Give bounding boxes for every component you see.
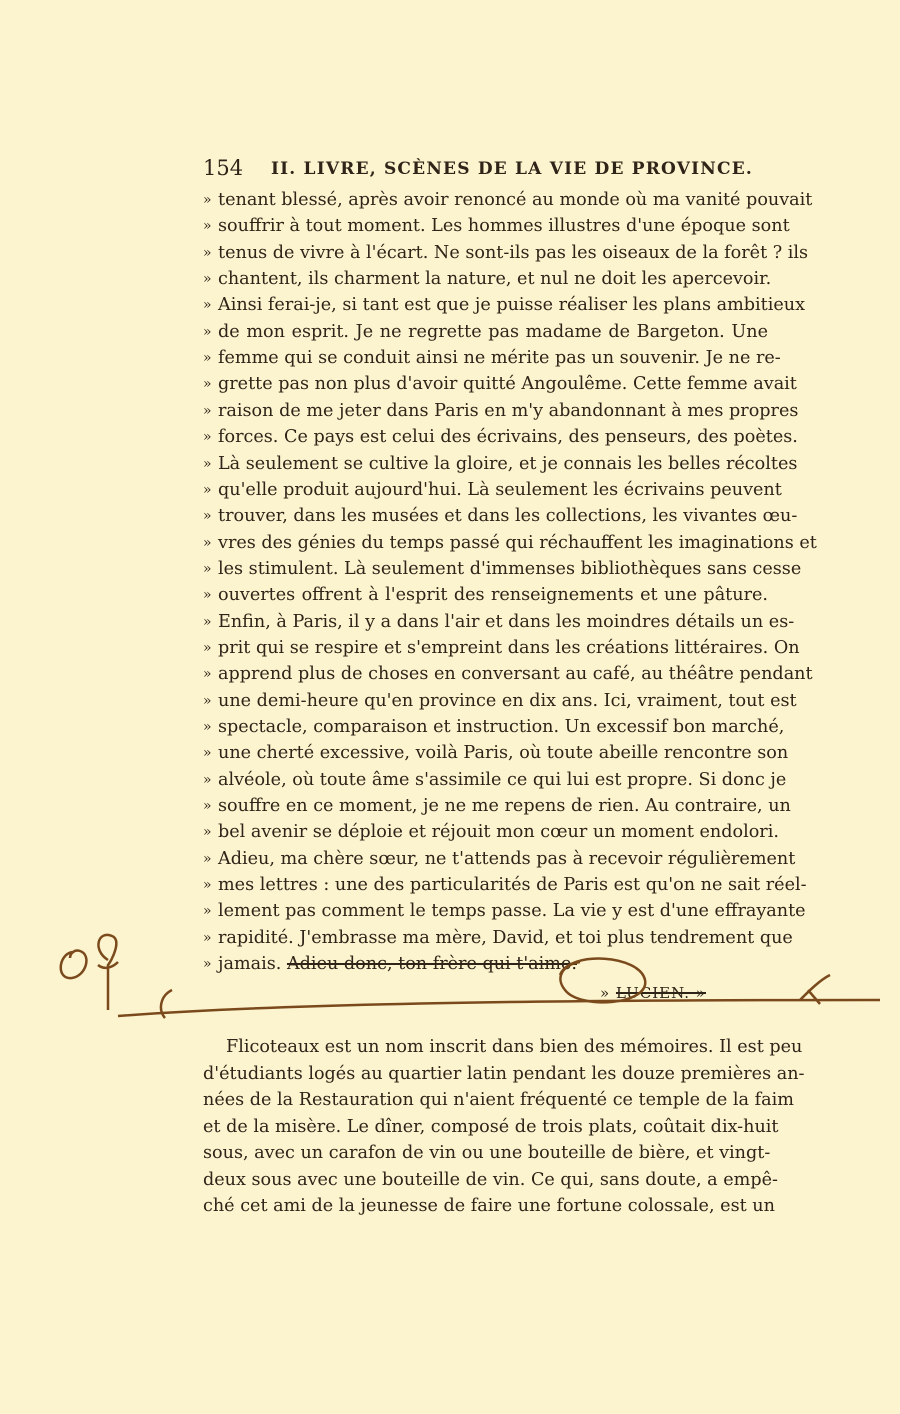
letter-line-text: qu'elle produit aujourd'hui. Là seulement les écrivains peuvent [218, 480, 782, 500]
quote-mark: » [203, 745, 212, 761]
quote-mark: » [203, 877, 212, 893]
quote-mark: » [203, 350, 212, 366]
quote-mark: » [203, 376, 212, 392]
quote-mark: » [203, 456, 212, 472]
paragraph-line: sous, avec un carafon de vin ou une bouteille de bière, et vingt- [203, 1143, 771, 1163]
quote-mark: » [203, 956, 212, 972]
running-head-title: II. LIVRE, SCÈNES DE LA VIE DE PROVINCE. [271, 159, 754, 179]
quote-mark: » [203, 508, 212, 524]
letter-line-text: Là seulement se cultive la gloire, et je connais les belles récoltes [218, 454, 798, 474]
letter-line-text: Enfin, à Paris, il y a dans l'air et dans les moindres détails un es- [218, 612, 795, 632]
letter-line-text: souffre en ce moment, je ne me repens de rien. Au contraire, un [218, 796, 791, 816]
quote-mark: » [203, 693, 212, 709]
letter-line-text: Ainsi ferai-je, si tant est que je puisse réaliser les plans ambitieux [218, 295, 806, 315]
letter-line-text: spectacle, comparaison et instruction. Un excessif bon marché, [218, 717, 785, 737]
letter-line-text: chantent, ils charment la nature, et nul ne doit les apercevoir. [218, 269, 772, 289]
paragraph-line: nées de la Restauration qui n'aient fréquenté ce temple de la faim [203, 1090, 794, 1110]
letter-line-text: apprend plus de choses en conversant au café, au théâtre pendant [218, 664, 813, 684]
paragraph-line: et de la misère. Le dîner, composé de trois plats, coûtait dix-huit [203, 1117, 779, 1137]
quote-mark: » [203, 245, 212, 261]
quote-mark: » [203, 535, 212, 551]
quote-mark: » [203, 297, 212, 313]
letter-line-text: ouvertes offrent à l'esprit des renseignements et une pâture. [218, 585, 768, 605]
quote-mark: » [203, 403, 212, 419]
quote-mark: » [203, 192, 212, 208]
letter-line-text: forces. Ce pays est celui des écrivains, des penseurs, des poètes. [218, 427, 798, 447]
paragraph-line: ché cet ami de la jeunesse de faire une fortune colossale, est un [203, 1196, 775, 1216]
paragraph-line: Flicoteaux est un nom inscrit dans bien des mémoires. Il est peu [226, 1037, 803, 1057]
letter-line-text: Adieu, ma chère sœur, ne t'attends pas à recevoir régulièrement [218, 849, 796, 869]
closing-text: jamais. [218, 954, 282, 974]
quote-mark: » [203, 640, 212, 656]
struck-signature: LUCIEN. » [615, 984, 706, 1002]
letter-line-text: tenant blessé, après avoir renoncé au monde où ma vanité pouvait [218, 190, 813, 210]
letter-line-text: une cherté excessive, voilà Paris, où toute abeille rencontre son [218, 743, 789, 763]
quote-mark: » [203, 561, 212, 577]
letter-line-text: alvéole, où toute âme s'assimile ce qui lui est propre. Si donc je [218, 770, 787, 790]
quote-mark: » [203, 218, 212, 234]
letter-line-text: souffrir à tout moment. Les hommes illustres d'une époque sont [218, 216, 790, 236]
letter-line-text: raison de me jeter dans Paris en m'y abandonnant à mes propres [218, 401, 799, 421]
margin-mark-f [98, 935, 118, 1010]
quote-mark: » [203, 903, 212, 919]
page-number: 154 [203, 156, 244, 180]
quote-mark: » [203, 772, 212, 788]
letter-line-text: une demi-heure qu'en province en dix ans. Ici, vraiment, tout est [218, 691, 797, 711]
quote-mark: » [203, 824, 212, 840]
letter-line-text: vres des génies du temps passé qui réchauffent les imaginations et [218, 533, 817, 553]
quote-mark: » [203, 666, 212, 682]
letter-line-text: de mon esprit. Je ne regrette pas madame de Bargeton. Une [218, 322, 768, 342]
struck-closing: Adieu donc, ton frère qui t'aime. [286, 954, 577, 974]
quote-mark: » [203, 798, 212, 814]
letter-line-text: mes lettres : une des particularités de Paris est qu'on ne sait réel- [218, 875, 807, 895]
margin-mark-o [61, 951, 87, 979]
quote-mark: » [203, 429, 212, 445]
quote-mark: » [203, 851, 212, 867]
quote-mark: » [203, 482, 212, 498]
quote-mark: » [203, 271, 212, 287]
letter-line-text: les stimulent. Là seulement d'immenses bibliothèques sans cesse [218, 559, 802, 579]
signature-open-quote: » [600, 984, 611, 1002]
quote-mark: » [203, 614, 212, 630]
letter-line-text: bel avenir se déploie et réjouit mon cœur un moment endolori. [218, 822, 779, 842]
quote-mark: » [203, 324, 212, 340]
signature-loop [560, 959, 645, 1003]
deletion-rule [118, 1000, 880, 1016]
quote-mark: » [203, 930, 212, 946]
letter-line-text: femme qui se conduit ainsi ne mérite pas un souvenir. Je ne re- [218, 348, 781, 368]
paragraph-line: d'étudiants logés au quartier latin pendant les douze premières an- [203, 1064, 805, 1084]
paragraph-line: deux sous avec une bouteille de vin. Ce qui, sans doute, a empê- [203, 1170, 778, 1190]
letter-line-text: tenus de vivre à l'écart. Ne sont-ils pas les oiseaux de la forêt ? ils [218, 243, 809, 263]
letter-line-text: rapidité. J'embrasse ma mère, David, et toi plus tendrement que [218, 928, 793, 948]
quote-mark: » [203, 587, 212, 603]
letter-line-text: prit qui se respire et s'empreint dans les créations littéraires. On [218, 638, 800, 658]
quote-mark: » [203, 719, 212, 735]
letter-line-text: grette pas non plus d'avoir quitté Angoulême. Cette femme avait [218, 374, 797, 394]
letter-line-text: trouver, dans les musées et dans les collections, les vivantes œu- [218, 506, 798, 526]
letter-line-text: lement pas comment le temps passe. La vie y est d'une effrayante [218, 901, 806, 921]
